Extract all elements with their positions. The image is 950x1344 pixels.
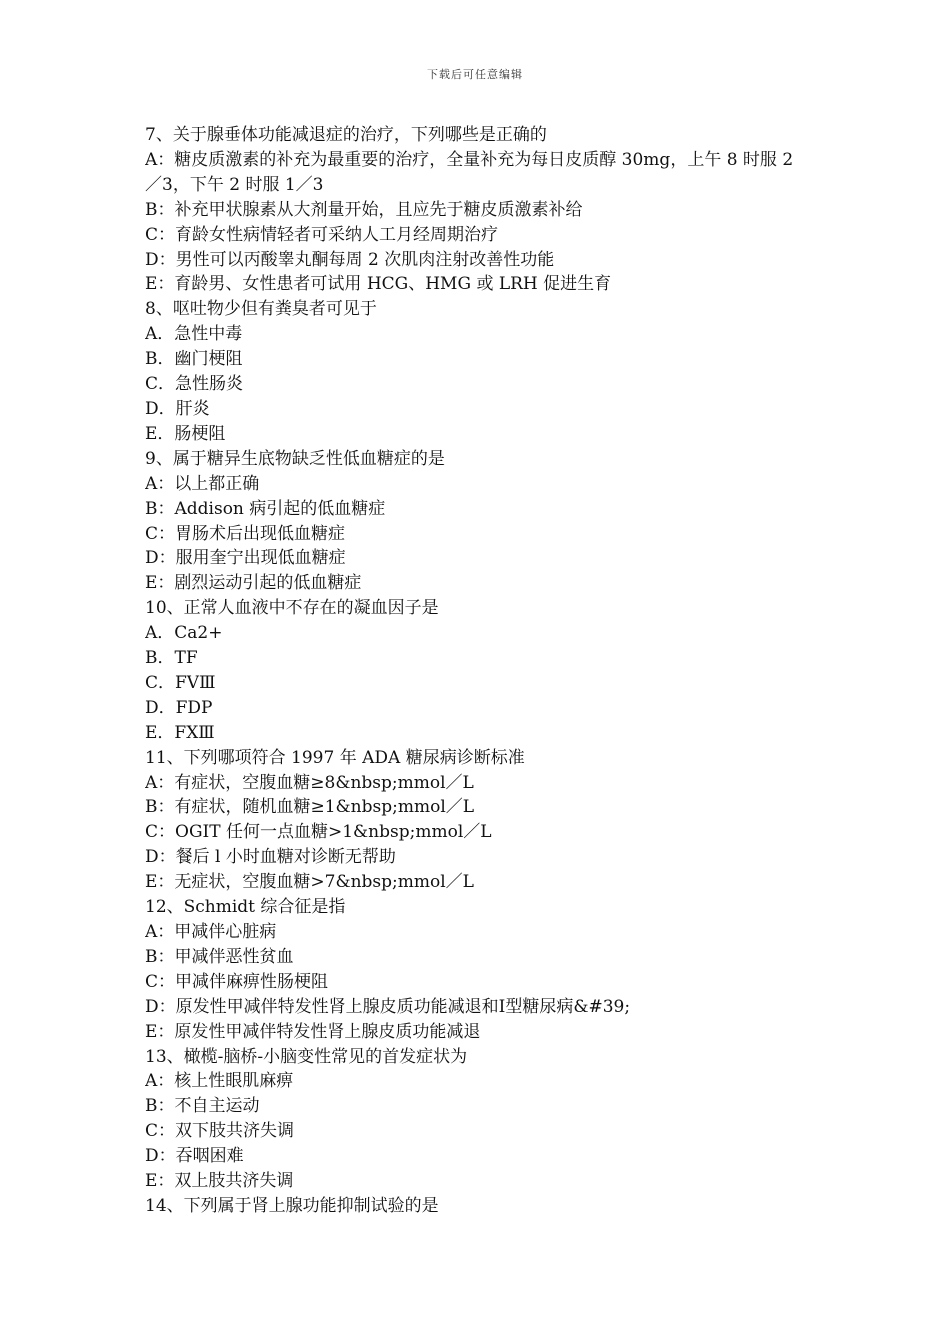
option-10b: B．TF (145, 648, 198, 669)
question-10: 10、正常人血液中不存在的凝血因子是 (145, 598, 439, 619)
option-11e: E：无症状，空腹血糖>7&nbsp;mmol／L (145, 872, 474, 893)
option-13d: D：吞咽困难 (145, 1146, 244, 1167)
option-8b: B．幽门梗阻 (145, 349, 243, 370)
option-8d: D．肝炎 (145, 398, 210, 419)
option-13b: B：不自主运动 (145, 1096, 260, 1117)
option-11c: C：OGIT 任何一点血糖>1&nbsp;mmol／L (145, 822, 492, 843)
page-header: 下载后可任意编辑 (427, 68, 523, 81)
question-11: 11、下列哪项符合 1997 年 ADA 糖尿病诊断标准 (145, 747, 525, 768)
question-7: 7、关于腺垂体功能减退症的治疗，下列哪些是正确的 (145, 125, 547, 145)
option-8c: C．急性肠炎 (145, 374, 244, 395)
option-7d: D：男性可以丙酸睾丸酮每周 2 次肌肉注射改善性功能 (145, 249, 555, 270)
option-12e: E：原发性甲减伴特发性肾上腺皮质功能减退 (145, 1021, 481, 1042)
question-8: 8、呕吐物少但有粪臭者可见于 (145, 299, 377, 320)
option-7e: E：育龄男、女性患者可试用 HCG、HMG 或 LRH 促进生育 (145, 274, 612, 295)
option-12b: B：甲减伴恶性贫血 (145, 946, 294, 967)
option-9c: C：胃肠术后出现低血糖症 (145, 523, 346, 544)
option-8e: E．肠梗阻 (145, 423, 226, 444)
option-10e: E．FⅩⅢ (145, 722, 215, 743)
question-13: 13、橄榄-脑桥-小脑变性常见的首发症状为 (145, 1046, 468, 1067)
option-12c: C：甲减伴麻痹性肠梗阻 (145, 971, 329, 992)
option-10c: C．FVⅢ (145, 672, 216, 693)
option-12d: D：原发性甲减伴特发性肾上腺皮质功能减退和Ⅰ型糖尿病&#39; (145, 996, 631, 1017)
option-9b: B：Addison 病引起的低血糖症 (145, 498, 386, 519)
option-9a: A：以上都正确 (145, 473, 260, 494)
option-7c: C：育龄女性病情轻者可采纳人工月经周期治疗 (145, 224, 499, 245)
document-body (145, 123, 810, 1219)
question-12: 12、Schmidt 综合征是指 (145, 897, 346, 918)
question-9: 9、属于糖异生底物缺乏性低血糖症的是 (145, 448, 445, 469)
question-14: 14、下列属于肾上腺功能抑制试验的是 (145, 1195, 439, 1216)
option-11d: D：餐后 l 小时血糖对诊断无帮助 (145, 847, 396, 868)
option-12a: A：甲减伴心脏病 (145, 922, 277, 942)
option-10a: A．Ca2+ (145, 623, 223, 644)
option-8a: A．急性中毒 (145, 324, 243, 345)
option-13a: A：核上性眼肌麻痹 (145, 1071, 294, 1092)
option-11b: B：有症状，随机血糖≥1&nbsp;mmol／L (145, 797, 475, 818)
option-13c: C：双下肢共济失调 (145, 1121, 295, 1142)
option-10d: D．FDP (145, 697, 213, 718)
option-13e: E：双上肢共济失调 (145, 1171, 294, 1192)
option-9e: E：剧烈运动引起的低血糖症 (145, 573, 362, 594)
option-7a: A：糖皮质激素的补充为最重要的治疗，全量补充为每日皮质醇 30mg，上午 8 时服 2／3，下午 2 时服 1／3 (145, 149, 794, 195)
option-9d: D：服用奎宁出现低血糖症 (145, 548, 346, 569)
option-11a: A：有症状，空腹血糖≥8&nbsp;mmol／L (145, 772, 474, 793)
option-7b: B：补充甲状腺素从大剂量开始，且应先于糖皮质激素补给 (145, 199, 583, 220)
